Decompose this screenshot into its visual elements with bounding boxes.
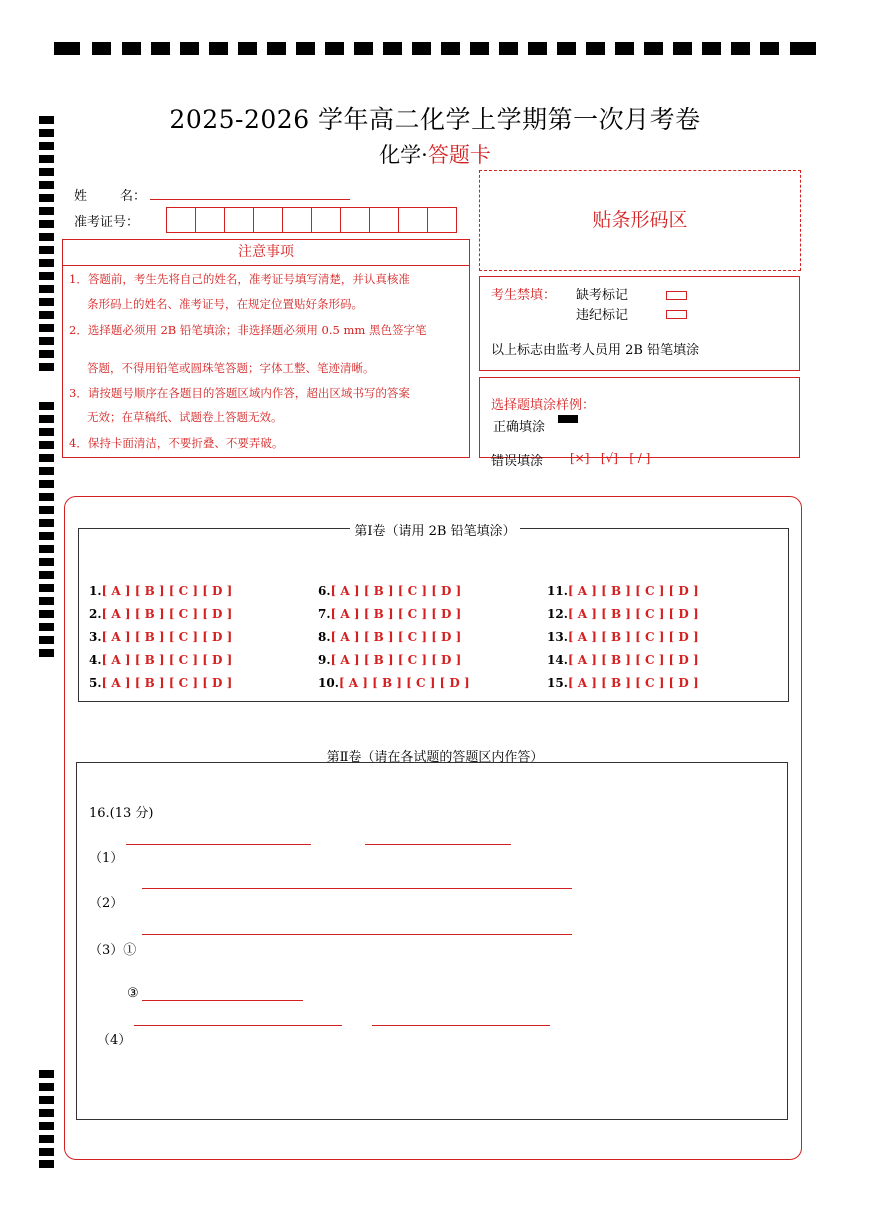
notice-item-3: 3．请按题号顺序在各题目的答题区域内作答，超出区域书写的答案 bbox=[69, 386, 410, 400]
part1-heading bbox=[0, 520, 870, 539]
id-digit-box[interactable] bbox=[428, 207, 457, 233]
correct-fill-label: 正确填涂 bbox=[493, 420, 546, 435]
timing-mark bbox=[790, 42, 816, 55]
timing-mark bbox=[557, 42, 576, 55]
fill-sample-box bbox=[479, 377, 800, 469]
answer-line[interactable] bbox=[126, 844, 311, 845]
answer-options[interactable]: [ A ] [ B ] [ C ] [ D ] bbox=[567, 676, 699, 690]
notice-item-4: 4．保持卡面清洁，不要折叠、不要弄破。 bbox=[69, 436, 284, 450]
answer-options[interactable]: [ A ] [ B ] [ C ] [ D ] bbox=[338, 676, 470, 690]
question-5[interactable] bbox=[89, 676, 232, 690]
question-number: 1. bbox=[89, 584, 102, 598]
id-digit-box[interactable] bbox=[196, 207, 225, 233]
id-digit-box[interactable] bbox=[166, 207, 196, 233]
question-11[interactable] bbox=[547, 584, 699, 598]
question-1[interactable] bbox=[89, 584, 232, 598]
answer-line[interactable] bbox=[365, 844, 511, 845]
violation-checkbox[interactable] bbox=[666, 310, 687, 319]
timing-mark bbox=[383, 42, 402, 55]
timing-mark bbox=[702, 42, 721, 55]
id-digit-box[interactable] bbox=[254, 207, 283, 233]
timing-mark bbox=[296, 42, 315, 55]
notice-item-1-cont: 条形码上的姓名、准考证号，在规定位置贴好条形码。 bbox=[87, 297, 363, 311]
timing-mark bbox=[644, 42, 663, 55]
timing-mark bbox=[528, 42, 547, 55]
question-number: 3. bbox=[89, 630, 102, 644]
timing-mark bbox=[412, 42, 431, 55]
answer-options[interactable]: [ A ] [ B ] [ C ] [ D ] bbox=[101, 630, 233, 644]
question-number: 7. bbox=[318, 607, 331, 621]
question-number: 10. bbox=[318, 676, 339, 690]
notice-item-1: 1．答题前，考生先将自己的姓名，准考证号填写清楚，并认真核准 bbox=[69, 272, 410, 286]
q16-sub3b-label: ③ bbox=[127, 986, 139, 1001]
notice-item-2: 2．选择题必须用 2B 铅笔填涂；非选择题必须用 0.5 mm 黑色签字笔 bbox=[69, 323, 427, 337]
id-digit-box[interactable] bbox=[312, 207, 341, 233]
answer-options[interactable]: [ A ] [ B ] [ C ] [ D ] bbox=[567, 653, 699, 667]
part1-heading-text: 第Ⅰ卷（请用 2B 铅笔填涂） bbox=[350, 524, 519, 539]
answer-line[interactable] bbox=[372, 1025, 550, 1026]
exam-id-boxes[interactable] bbox=[166, 207, 457, 233]
q16-sub3-label: （3）① bbox=[89, 943, 137, 958]
timing-mark bbox=[354, 42, 373, 55]
page-subtitle bbox=[0, 139, 870, 169]
absent-label: 缺考标记 bbox=[576, 288, 629, 303]
answer-options[interactable]: [ A ] [ B ] [ C ] [ D ] bbox=[567, 584, 699, 598]
question-number: 14. bbox=[547, 653, 568, 667]
timing-mark bbox=[180, 42, 199, 55]
answer-line[interactable] bbox=[142, 934, 572, 935]
fill-sample-title: 选择题填涂样例： bbox=[491, 398, 596, 413]
question-14[interactable] bbox=[547, 653, 699, 667]
timing-mark bbox=[151, 42, 170, 55]
question-number: 9. bbox=[318, 653, 331, 667]
question-12[interactable] bbox=[547, 607, 699, 621]
question-7[interactable] bbox=[318, 607, 461, 621]
id-digit-box[interactable] bbox=[225, 207, 254, 233]
name-label: 姓 名： bbox=[74, 189, 147, 204]
timing-mark bbox=[209, 42, 228, 55]
question-2[interactable] bbox=[89, 607, 232, 621]
answer-line[interactable] bbox=[142, 888, 572, 889]
part2-heading: 第Ⅱ卷（请在各试题的答题区内作答） bbox=[326, 750, 544, 765]
question-number: 5. bbox=[89, 676, 102, 690]
q16-sub2-label: （2） bbox=[89, 896, 124, 911]
card-label: 答题卡 bbox=[427, 143, 491, 167]
id-digit-box[interactable] bbox=[283, 207, 312, 233]
violation-label: 违纪标记 bbox=[576, 308, 629, 323]
timing-mark bbox=[92, 42, 111, 55]
question-3[interactable] bbox=[89, 630, 232, 644]
question-number: 11. bbox=[547, 584, 568, 598]
id-digit-box[interactable] bbox=[341, 207, 370, 233]
question-8[interactable] bbox=[318, 630, 461, 644]
page-title: 2025-2026 学年高二化学上学期第一次月考卷 bbox=[169, 105, 701, 134]
timing-mark bbox=[615, 42, 634, 55]
answer-options[interactable]: [ A ] [ B ] [ C ] [ D ] bbox=[330, 653, 462, 667]
question-4[interactable] bbox=[89, 653, 232, 667]
timing-mark bbox=[441, 42, 460, 55]
answer-options[interactable]: [ A ] [ B ] [ C ] [ D ] bbox=[101, 676, 233, 690]
timing-mark bbox=[325, 42, 344, 55]
question-number: 8. bbox=[318, 630, 331, 644]
question-number: 6. bbox=[318, 584, 331, 598]
barcode-area bbox=[479, 170, 801, 271]
q16-label: 16.(13 分) bbox=[89, 806, 154, 821]
id-digit-box[interactable] bbox=[399, 207, 428, 233]
barcode-label: 贴条形码区 bbox=[592, 209, 688, 231]
answer-options[interactable]: [ A ] [ B ] [ C ] [ D ] bbox=[330, 607, 462, 621]
timing-mark bbox=[122, 42, 141, 55]
question-number: 13. bbox=[547, 630, 568, 644]
question-number: 4. bbox=[89, 653, 102, 667]
timing-mark bbox=[499, 42, 518, 55]
question-number: 15. bbox=[547, 676, 568, 690]
answer-options[interactable]: [ A ] [ B ] [ C ] [ D ] bbox=[101, 653, 233, 667]
answer-options[interactable]: [ A ] [ B ] [ C ] [ D ] bbox=[101, 607, 233, 621]
forbidden-box bbox=[479, 276, 800, 371]
timing-mark bbox=[54, 42, 80, 55]
subject-label: 化学· bbox=[379, 143, 428, 167]
timing-mark bbox=[238, 42, 257, 55]
notice-box bbox=[62, 239, 470, 458]
question-6[interactable] bbox=[318, 584, 461, 598]
answer-options[interactable]: [ A ] [ B ] [ C ] [ D ] bbox=[101, 584, 233, 598]
timing-mark bbox=[731, 42, 750, 55]
correct-fill-sample bbox=[558, 415, 578, 423]
q16-sub4-label: （4） bbox=[97, 1033, 132, 1048]
forbidden-label: 考生禁填： bbox=[491, 288, 557, 303]
timing-mark bbox=[760, 42, 779, 55]
answer-options[interactable]: [ A ] [ B ] [ C ] [ D ] bbox=[567, 607, 699, 621]
q16-sub1-label: （1） bbox=[89, 851, 124, 866]
timing-mark bbox=[586, 42, 605, 55]
timing-mark bbox=[673, 42, 692, 55]
id-digit-box[interactable] bbox=[370, 207, 399, 233]
answer-options[interactable]: [ A ] [ B ] [ C ] [ D ] bbox=[330, 584, 462, 598]
notice-heading: 注意事项 bbox=[63, 240, 469, 266]
timing-mark bbox=[267, 42, 286, 55]
question-10[interactable] bbox=[318, 676, 470, 690]
part2-box[interactable] bbox=[76, 762, 788, 1120]
answer-options[interactable]: [ A ] [ B ] [ C ] [ D ] bbox=[330, 630, 462, 644]
answer-options[interactable]: [ A ] [ B ] [ C ] [ D ] bbox=[567, 630, 699, 644]
question-number: 2. bbox=[89, 607, 102, 621]
wrong-fill-marks: [×] [√] [ / ] bbox=[570, 451, 651, 465]
question-15[interactable] bbox=[547, 676, 699, 690]
notice-item-3-cont: 无效；在草稿纸、试题卷上答题无效。 bbox=[87, 410, 283, 424]
forbidden-note: 以上标志由监考人员用 2B 铅笔填涂 bbox=[491, 343, 700, 358]
absent-checkbox[interactable] bbox=[666, 291, 687, 300]
timing-mark bbox=[470, 42, 489, 55]
question-9[interactable] bbox=[318, 653, 461, 667]
answer-line[interactable] bbox=[142, 1000, 303, 1001]
notice-item-2-cont: 答题，不得用铅笔或圆珠笔答题；字体工整、笔迹清晰。 bbox=[87, 361, 375, 375]
question-number: 12. bbox=[547, 607, 568, 621]
exam-id-label: 准考证号： bbox=[74, 215, 140, 230]
name-field[interactable] bbox=[150, 199, 350, 200]
question-13[interactable] bbox=[547, 630, 699, 644]
wrong-fill-label: 错误填涂 bbox=[491, 454, 544, 469]
answer-line[interactable] bbox=[134, 1025, 342, 1026]
